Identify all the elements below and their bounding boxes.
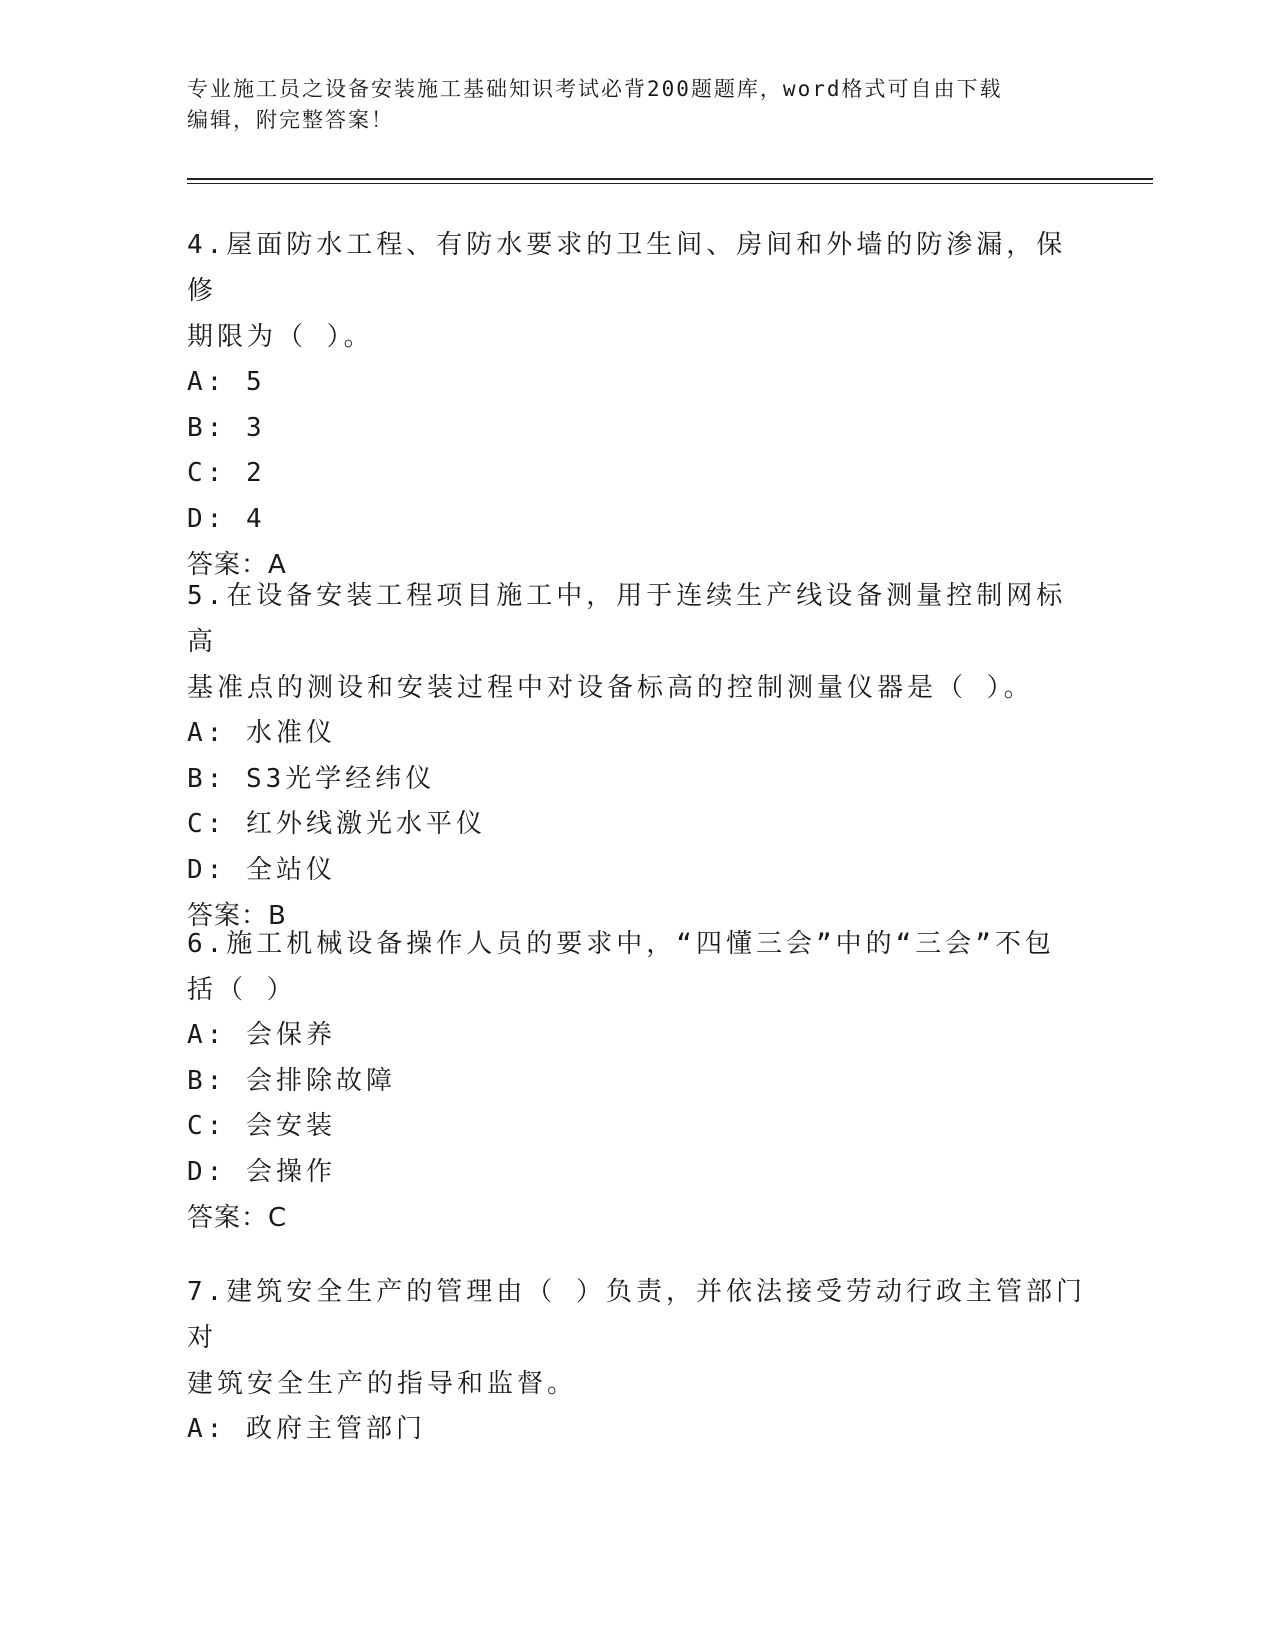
question-stem-line-2: 基准点的测设和安装过程中对设备标高的控制测量仪器是（ ）。 xyxy=(187,673,1034,703)
option-a: A: 水准仪 xyxy=(187,718,336,748)
question-6 xyxy=(187,921,1087,1241)
question-4 xyxy=(187,222,1087,588)
question-7 xyxy=(187,1269,1087,1453)
answer: 答案：B xyxy=(187,901,287,931)
header-line-2: 编辑，附完整答案！ xyxy=(187,108,394,132)
document-header xyxy=(187,74,1067,136)
question-5 xyxy=(187,573,1087,939)
header-line-1: 专业施工员之设备安装施工基础知识考试必背200题题库，word格式可自由下载 xyxy=(187,77,1003,101)
header-divider xyxy=(187,178,1153,184)
question-stem-line-2: 期限为（ ）。 xyxy=(187,322,374,352)
answer: 答案：A xyxy=(187,550,287,580)
option-c: C: 会安装 xyxy=(187,1111,336,1141)
option-b: B: 会排除故障 xyxy=(187,1065,396,1096)
option-b: B: S3光学经纬仪 xyxy=(187,763,436,794)
option-d: D: 会操作 xyxy=(187,1156,336,1187)
option-d: D: 4 xyxy=(187,503,266,534)
option-b: B: 3 xyxy=(187,412,266,443)
question-stem-line-2: 括（ ） xyxy=(187,975,297,1005)
option-c: C: 红外线激光水平仪 xyxy=(187,809,486,839)
option-a: A: 5 xyxy=(187,367,266,397)
question-stem-line-1: 5.在设备安装工程项目施工中，用于连续生产线设备测量控制网标高 xyxy=(187,581,1067,657)
option-a: A: 会保养 xyxy=(187,1020,336,1050)
option-c: C: 2 xyxy=(187,458,266,488)
question-stem-line-1: 7.建筑安全生产的管理由（ ）负责，并依法接受劳动行政主管部门对 xyxy=(187,1277,1086,1353)
answer: 答案：C xyxy=(187,1203,288,1233)
question-stem-line-1: 4.屋面防水工程、有防水要求的卫生间、房间和外墙的防渗漏，保修 xyxy=(187,230,1067,306)
option-d: D: 全站仪 xyxy=(187,854,336,885)
option-a: A: 政府主管部门 xyxy=(187,1414,426,1444)
question-stem-line-2: 建筑安全生产的指导和监督。 xyxy=(187,1369,578,1399)
question-stem-line-1: 6.施工机械设备操作人员的要求中，“四懂三会”中的“三会”不包 xyxy=(187,929,1055,959)
